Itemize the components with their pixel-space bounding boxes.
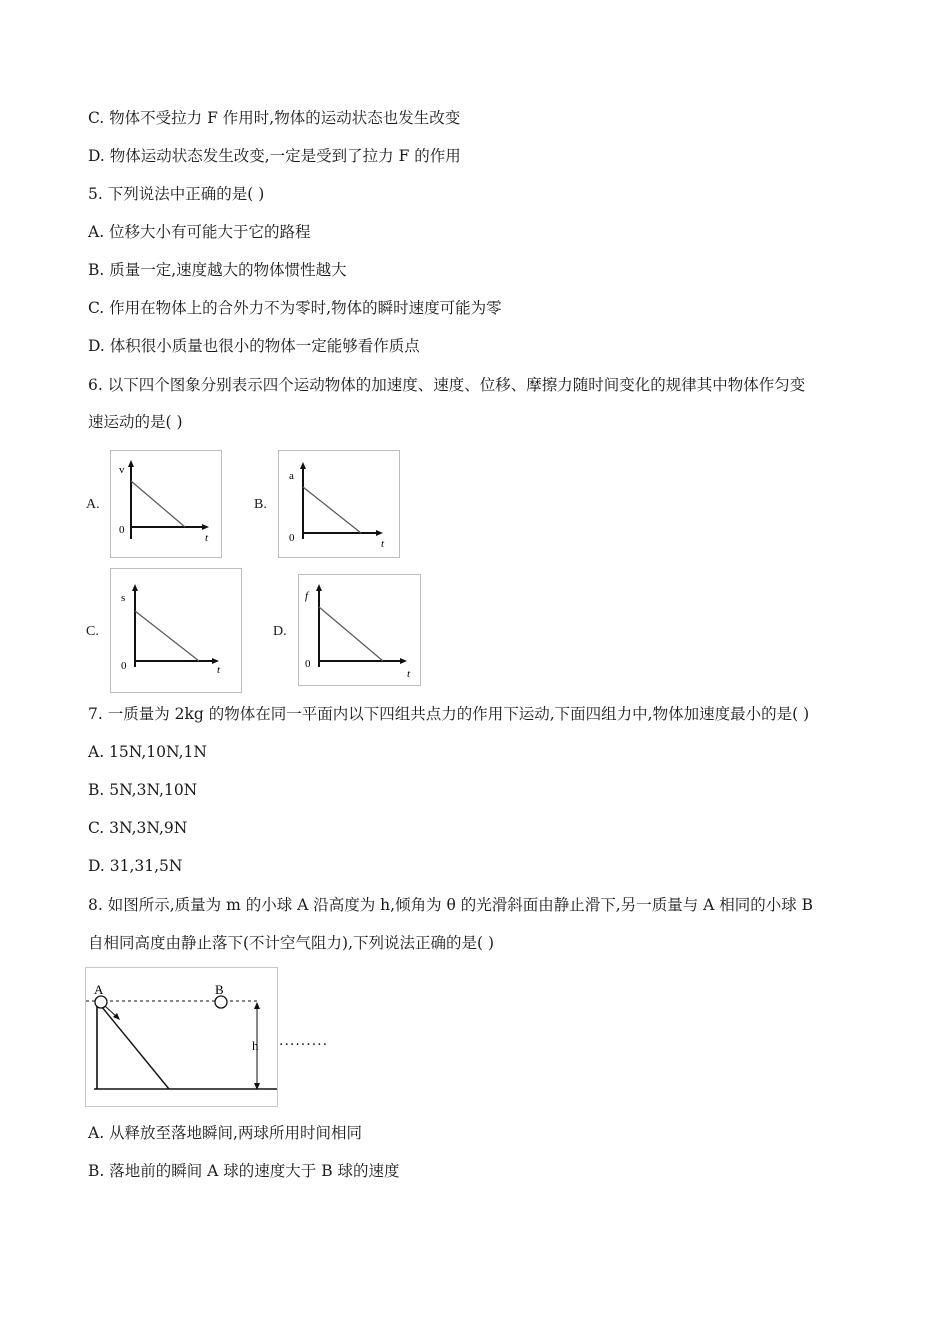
q8-figure-dots: ......... bbox=[279, 1033, 329, 1049]
q8-stem-line1: 8. 如图所示,质量为 m 的小球 A 沿高度为 h,倾角为 θ 的光滑斜面由静止滑下,另一质量与 A 相同的小球 B bbox=[88, 896, 814, 914]
q6-graph-a-y-label: v bbox=[119, 464, 125, 476]
q8-ball-a-label: A bbox=[94, 982, 104, 997]
q6-graph-c bbox=[110, 568, 242, 693]
q6-graph-c-plot bbox=[111, 569, 241, 692]
q6-graph-b-y-label: a bbox=[289, 470, 294, 482]
q6-graph-d-x-label: t bbox=[407, 668, 411, 680]
q6-graph-a bbox=[110, 450, 222, 558]
q6-graph-b-label: B. bbox=[254, 497, 267, 512]
q5-option-d: D. 体积很小质量也很小的物体一定能够看作质点 bbox=[88, 337, 420, 355]
q6-stem-line1: 6. 以下四个图象分别表示四个运动物体的加速度、速度、位移、摩擦力随时间变化的规律其中物体作匀变 bbox=[88, 376, 806, 394]
q6-graph-c-origin: 0 bbox=[121, 660, 127, 672]
q8-incline-diagram bbox=[86, 968, 277, 1106]
q6-graph-d bbox=[298, 574, 421, 686]
q6-graph-d-label: D. bbox=[273, 624, 287, 639]
q8-ball-b-label: B bbox=[215, 982, 224, 997]
q6-graph-b-origin: 0 bbox=[289, 532, 295, 544]
q7-option-a: A. 15N,10N,1N bbox=[88, 743, 207, 761]
q6-graph-a-x-label: t bbox=[205, 532, 209, 544]
q7-option-c: C. 3N,3N,9N bbox=[88, 819, 188, 837]
q4-option-c: C. 物体不受拉力 F 作用时,物体的运动状态也发生改变 bbox=[88, 109, 461, 127]
q6-graph-b-x-label: t bbox=[381, 538, 385, 550]
q6-graph-c-x-label: t bbox=[217, 664, 221, 676]
q6-graph-b bbox=[278, 450, 400, 558]
q8-option-b: B. 落地前的瞬间 A 球的速度大于 B 球的速度 bbox=[88, 1162, 400, 1180]
q6-graph-d-origin: 0 bbox=[305, 658, 311, 670]
q8-height-label: h bbox=[252, 1038, 259, 1053]
q8-figure bbox=[85, 967, 278, 1107]
q6-graph-a-plot bbox=[111, 451, 221, 557]
q6-graph-c-y-label: s bbox=[121, 592, 126, 604]
q6-graph-d-plot bbox=[299, 575, 420, 685]
q6-graph-b-plot bbox=[279, 451, 399, 557]
q5-option-b: B. 质量一定,速度越大的物体惯性越大 bbox=[88, 261, 347, 279]
q8-option-a: A. 从释放至落地瞬间,两球所用时间相同 bbox=[88, 1124, 362, 1142]
q7-option-b: B. 5N,3N,10N bbox=[88, 781, 198, 799]
q7-stem: 7. 一质量为 2kg 的物体在同一平面内以下四组共点力的作用下运动,下面四组力中,物体加速度最小的是( ) bbox=[88, 705, 810, 723]
q6-graph-d-y-label: f bbox=[305, 590, 309, 602]
q6-stem-line2: 速运动的是( ) bbox=[88, 413, 183, 431]
q6-graph-a-origin: 0 bbox=[119, 524, 125, 536]
q5-option-c: C. 作用在物体上的合外力不为零时,物体的瞬时速度可能为零 bbox=[88, 299, 502, 317]
q6-graph-c-label: C. bbox=[86, 624, 99, 639]
q6-graph-a-label: A. bbox=[86, 497, 100, 512]
q7-option-d: D. 31,31,5N bbox=[88, 857, 183, 875]
q8-stem-line2: 自相同高度由静止落下(不计空气阻力),下列说法正确的是( ) bbox=[88, 934, 495, 952]
q4-option-d: D. 物体运动状态发生改变,一定是受到了拉力 F 的作用 bbox=[88, 147, 461, 165]
q5-option-a: A. 位移大小有可能大于它的路程 bbox=[88, 223, 311, 241]
q5-stem: 5. 下列说法中正确的是( ) bbox=[88, 185, 265, 203]
